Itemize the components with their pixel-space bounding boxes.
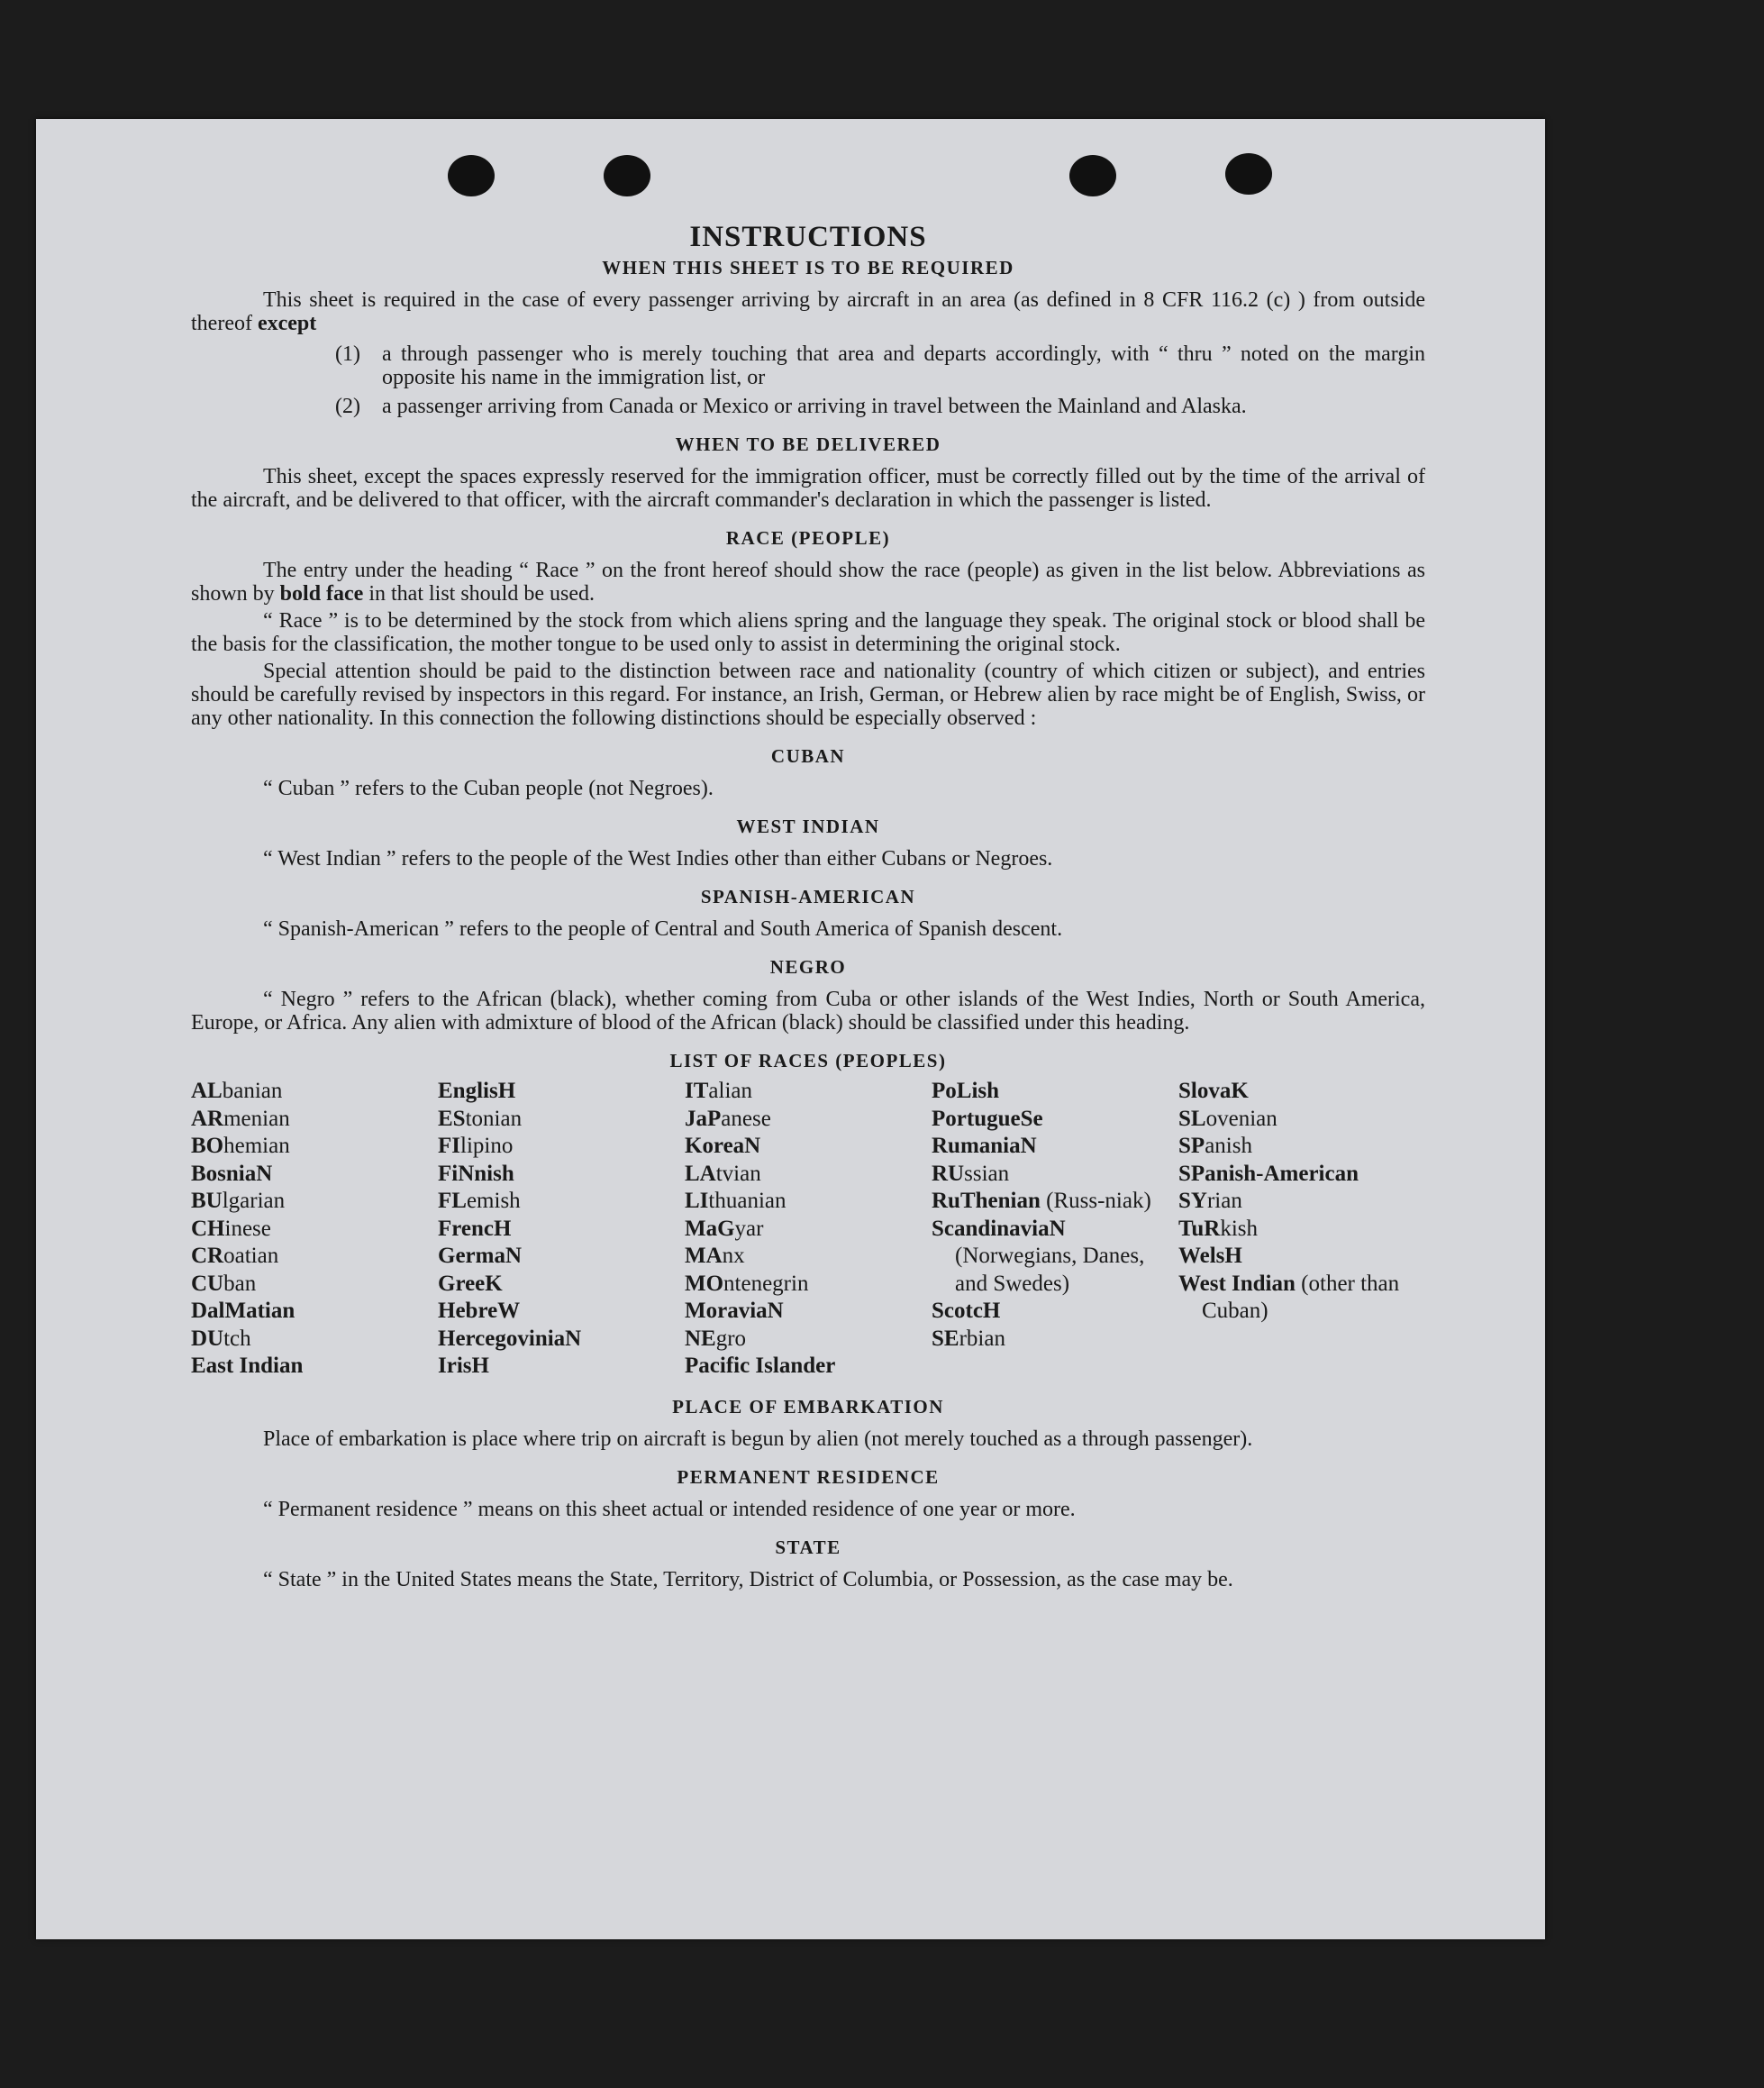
instruction-sheet [36, 119, 1545, 1939]
state-text: “ State ” in the United States means the State, Territory, District of Columbia, or Possession, as the case may be. [263, 1567, 1233, 1591]
race-entry: KoreaN [685, 1134, 761, 1158]
race-entry: EStonian [438, 1106, 523, 1131]
race-entry: SLovenian [1178, 1106, 1278, 1131]
residence-text: “ Permanent residence ” means on this sheet actual or intended residence of one year or more. [263, 1497, 1076, 1521]
exception-item: (2) a passenger arriving from Canada or Mexico or arriving in travel between the Mainland and Alaska. [335, 395, 1247, 418]
punch-hole [1225, 153, 1272, 195]
race-entry: HebreW [438, 1299, 521, 1323]
instructions-content [191, 221, 1425, 1591]
race-entry: FLemish [438, 1189, 521, 1213]
page-title: INSTRUCTIONS [689, 221, 927, 253]
heading-cuban: CUBAN [770, 745, 846, 767]
race-entry: WelsH [1178, 1244, 1242, 1268]
race-entry: TuRkish [1178, 1216, 1259, 1241]
race-entry: CUban [191, 1271, 257, 1296]
race-entry: LAtvian [685, 1161, 761, 1186]
heading-list-of-races: LIST OF RACES (PEOPLES) [669, 1050, 947, 1071]
races-column [438, 1078, 685, 1381]
heading-when-delivered: WHEN TO BE DELIVERED [675, 433, 941, 455]
races-column [191, 1078, 438, 1381]
race-entry: RuThenian (Russ-niak) [932, 1189, 1151, 1213]
when-delivered-text: This sheet, except the spaces expressly reserved for the immigration officer, must be correctly filled out by the time of the arrival of the aircraft, and be delivered to that officer, with the aircraft commander's declaration in which the passenger is listed. [191, 465, 1425, 512]
race-entry: Pacific Islander [685, 1354, 836, 1378]
race-entry: SPanish [1178, 1134, 1252, 1158]
race-entry: MAnx [685, 1244, 745, 1268]
race-entry: RumaniaN [932, 1134, 1037, 1158]
race-entry: ScandinaviaN (Norwegians, Danes, and Swedes) [932, 1216, 1145, 1296]
exception-item: (1) a through passenger who is merely touching that area and departs accordingly, with “ thru ” noted on the margin opposite his name in the immigration list, or [335, 342, 1425, 389]
heading-state: STATE [775, 1536, 841, 1558]
race-paragraph: “ Race ” is to be determined by the stock from which aliens spring and the language they speak. The original stock or blood shall be the basis for the classification, the mother tongue to be used only to assist in determining the original stock. [191, 609, 1425, 656]
race-entry: PortugueSe [932, 1106, 1043, 1131]
west-indian-text: “ West Indian ” refers to the people of the West Indies other than either Cubans or Negroes. [263, 847, 1053, 871]
race-entry: LIthuanian [685, 1189, 787, 1213]
race-entry: BUlgarian [191, 1189, 286, 1213]
race-entry: ALbanian [191, 1079, 283, 1103]
race-entry: FrencH [438, 1216, 512, 1241]
race-entry: FiNnish [438, 1161, 514, 1186]
race-entry: West Indian (other than Cuban) [1178, 1271, 1400, 1323]
heading-negro: NEGRO [769, 956, 847, 978]
heading-residence: PERMANENT RESIDENCE [677, 1465, 940, 1488]
race-entry: SPanish-American [1178, 1161, 1359, 1186]
race-entry: FIlipino [438, 1134, 514, 1158]
race-entry: SYrian [1178, 1189, 1242, 1213]
race-entry: JaPanese [685, 1106, 771, 1131]
punch-hole [1069, 155, 1116, 196]
when-required-intro: This sheet is required in the case of every passenger arriving by aircraft in an area (as defined in 8 CFR 116.2 (c) ) from outside thereof except [191, 288, 1425, 335]
punch-hole [448, 155, 495, 196]
negro-text: “ Negro ” refers to the African (black), whether coming from Cuba or other islands of the West Indies, North or South America, Europe, or Africa. Any alien with admixture of blood of the African (black) should be classified under this heading. [191, 988, 1425, 1035]
race-entry: East Indian [191, 1354, 304, 1378]
race-paragraph: The entry under the heading “ Race ” on the front hereof should show the race (people) as given in the list below. Abbreviations as shown by bold face in that list should be used. [191, 559, 1425, 606]
race-entry: RUssian [932, 1161, 1010, 1186]
heading-spanish-american: SPANISH-AMERICAN [700, 886, 916, 907]
race-entry: BOhemian [191, 1134, 290, 1158]
races-column [685, 1078, 932, 1381]
race-entry: ITalian [685, 1079, 752, 1103]
race-entry: IrisH [438, 1354, 489, 1378]
heading-embarkation: PLACE OF EMBARKATION [672, 1395, 944, 1418]
race-entry: NEgro [685, 1326, 747, 1351]
race-entry: DUtch [191, 1326, 251, 1351]
race-entry: SErbian [932, 1326, 1005, 1351]
race-entry: CHinese [191, 1216, 271, 1241]
race-entry: CRoatian [191, 1244, 279, 1268]
race-entry: GreeK [438, 1271, 503, 1296]
race-entry: PoLish [932, 1079, 1000, 1103]
heading-when-required: WHEN THIS SHEET IS TO BE REQUIRED [602, 257, 1014, 278]
race-entry: MoraviaN [685, 1299, 784, 1323]
race-entry: EnglisH [438, 1079, 516, 1103]
punch-hole [604, 155, 650, 196]
race-entry: DalMatian [191, 1299, 296, 1323]
races-column [932, 1078, 1178, 1381]
race-entry: ScotcH [932, 1299, 1001, 1323]
race-entry: MOntenegrin [685, 1271, 809, 1296]
heading-west-indian: WEST INDIAN [736, 816, 880, 837]
cuban-text: “ Cuban ” refers to the Cuban people (not Negroes). [263, 777, 714, 800]
embarkation-text: Place of embarkation is place where trip on aircraft is begun by alien (not merely touched as a through passenger). [263, 1427, 1253, 1451]
races-column [1178, 1078, 1425, 1381]
race-entry: SlovaK [1178, 1079, 1249, 1103]
race-entry: MaGyar [685, 1216, 764, 1241]
race-entry: HercegoviniaN [438, 1326, 582, 1351]
race-paragraph: Special attention should be paid to the distinction between race and nationality (country of which citizen or subject), and entries should be carefully revised by inspectors in this regard. For instance, an Irish, German, or Hebrew alien by race might be of English, Swiss, or any other nationality. In this connection the following distinctions should be especially observed : [191, 660, 1425, 730]
race-entry: GermaN [438, 1244, 523, 1268]
spanish-american-text: “ Spanish-American ” refers to the people of Central and South America of Spanish descent. [263, 917, 1063, 941]
race-entry: ARmenian [191, 1106, 290, 1131]
heading-race: RACE (PEOPLE) [725, 527, 891, 549]
races-list [191, 1078, 1425, 1381]
race-entry: BosniaN [191, 1161, 273, 1186]
